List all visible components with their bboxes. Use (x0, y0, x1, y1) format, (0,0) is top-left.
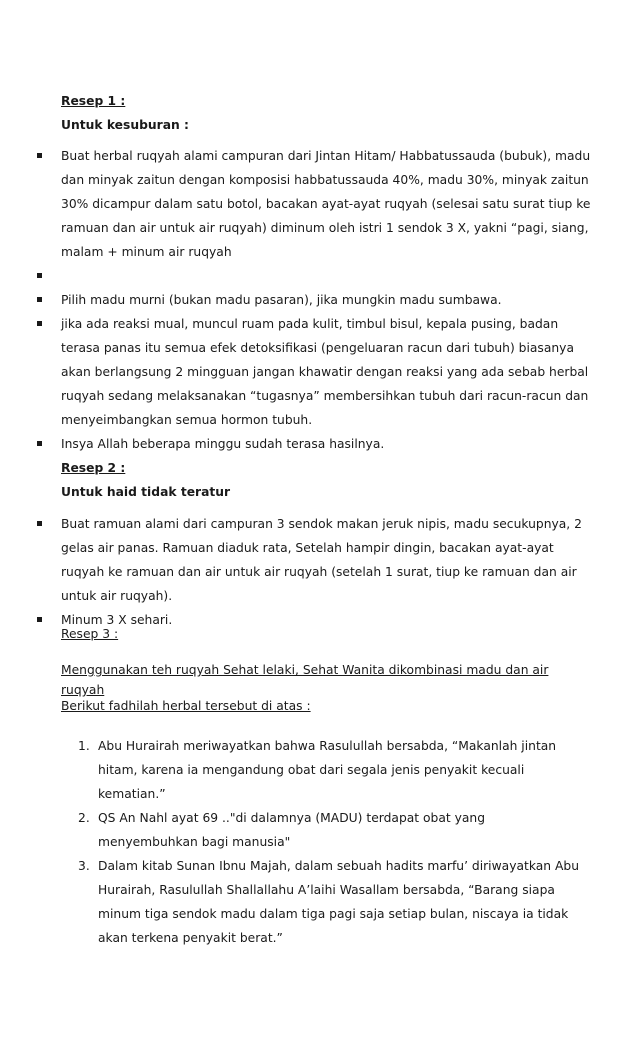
resep1-heading (61, 91, 591, 135)
numbered-item-text: Dalam kitab Sunan Ibnu Majah, dalam sebuah hadits marfu’ diriwayatkan Abu Hurairah, Rasulullah Shallallahu A’laihi Wasallam bersabda, “Barang siapa minum tiga sendok madu dalam tiga pagi saja setiap bulan, niscaya ia tidak akan terkena penyakit berat.” (98, 859, 579, 945)
bullet-icon (37, 153, 42, 158)
list-item (61, 288, 591, 312)
bullet-icon (37, 321, 42, 326)
bullet-icon (37, 441, 42, 446)
resep2-subtitle: Untuk haid tidak teratur (61, 485, 231, 499)
resep1-title: Resep 1 : (61, 94, 126, 108)
item-number: 3. (78, 859, 90, 873)
list-item-text: Minum 3 X sehari. (61, 613, 173, 627)
list-item-text: Buat herbal ruqyah alami campuran dari Jintan Hitam/ Habbatussauda (bubuk), madu dan minyak zaitun dengan komposisi habbatussauda 40%, madu 30%, minyak zaitun 30% dicampur dalam satu botol, bacakan ayat-ayat ruqyah (selesai satu surat tiup ke ramuan dan air untuk air ruqyah) diminum oleh istri 1 sendok 3 X, yakni “pagi, siang, malam + minum air ruqyah (61, 149, 591, 259)
numbered-item-text: Abu Hurairah meriwayatkan bahwa Rasulullah bersabda, “Makanlah jintan hitam, karena ia mengandung obat dari segala jenis penyakit kecuali kematian.” (98, 739, 557, 801)
list-item-text: Buat ramuan alami dari campuran 3 sendok makan jeruk nipis, madu secukupnya, 2 gelas air panas. Ramuan diaduk rata, Setelah hampir dingin, bacakan ayat-ayat ruqyah ke ramuan dan air untuk air ruqyah (setelah 1 surat, tiup ke ramuan dan air untuk air ruqyah). (61, 517, 582, 603)
list-item (61, 144, 591, 264)
numbered-item (78, 806, 586, 854)
resep1-subtitle-text: Untuk kesuburan : (61, 118, 189, 132)
resep2-heading (61, 458, 591, 502)
bullet-icon (37, 273, 42, 278)
resep3-title: Resep 3 : (61, 627, 119, 641)
numbered-item (78, 734, 586, 806)
item-number: 2. (78, 811, 90, 825)
resep1-subtitle (61, 115, 591, 135)
list-item (61, 312, 591, 432)
resep1-list (61, 144, 591, 456)
list-item-text: Insya Allah beberapa minggu sudah terasa hasilnya. (61, 437, 385, 451)
bullet-icon (37, 521, 42, 526)
list-item (61, 432, 591, 456)
resep2-title: Resep 2 : (61, 461, 126, 475)
resep3-line1: Menggunakan teh ruqyah Sehat lelaki, Sehat Wanita dikombinasi madu dan air ruqyah (61, 663, 549, 697)
resep3-line2: Berikut fadhilah herbal tersebut di atas : (61, 699, 311, 713)
bullet-icon (37, 297, 42, 302)
item-number: 1. (78, 739, 90, 753)
numbered-item-text: QS An Nahl ayat 69 .."di dalamnya (MADU) terdapat obat yang menyembuhkan bagi manusia" (98, 811, 486, 849)
list-item (61, 264, 591, 288)
list-item (61, 512, 591, 608)
numbered-item (78, 854, 586, 950)
list-item-text: Pilih madu murni (bukan madu pasaran), jika mungkin madu sumbawa. (61, 293, 502, 307)
resep2-list (61, 512, 591, 632)
bullet-icon (37, 617, 42, 622)
resep3-numbered-list (78, 734, 586, 950)
list-item-text: jika ada reaksi mual, muncul ruam pada kulit, timbul bisul, kepala pusing, badan terasa panas itu semua efek detoksifikasi (pengeluaran racun dari tubuh) biasanya akan berlangsung 2 mingguan jangan khawatir dengan reaksi yang ada sebab herbal ruqyah sedang melaksanakan “tugasnya” membersihkan tubuh dari racun-racun dan menyeimbangkan semua hormon tubuh. (61, 317, 589, 427)
